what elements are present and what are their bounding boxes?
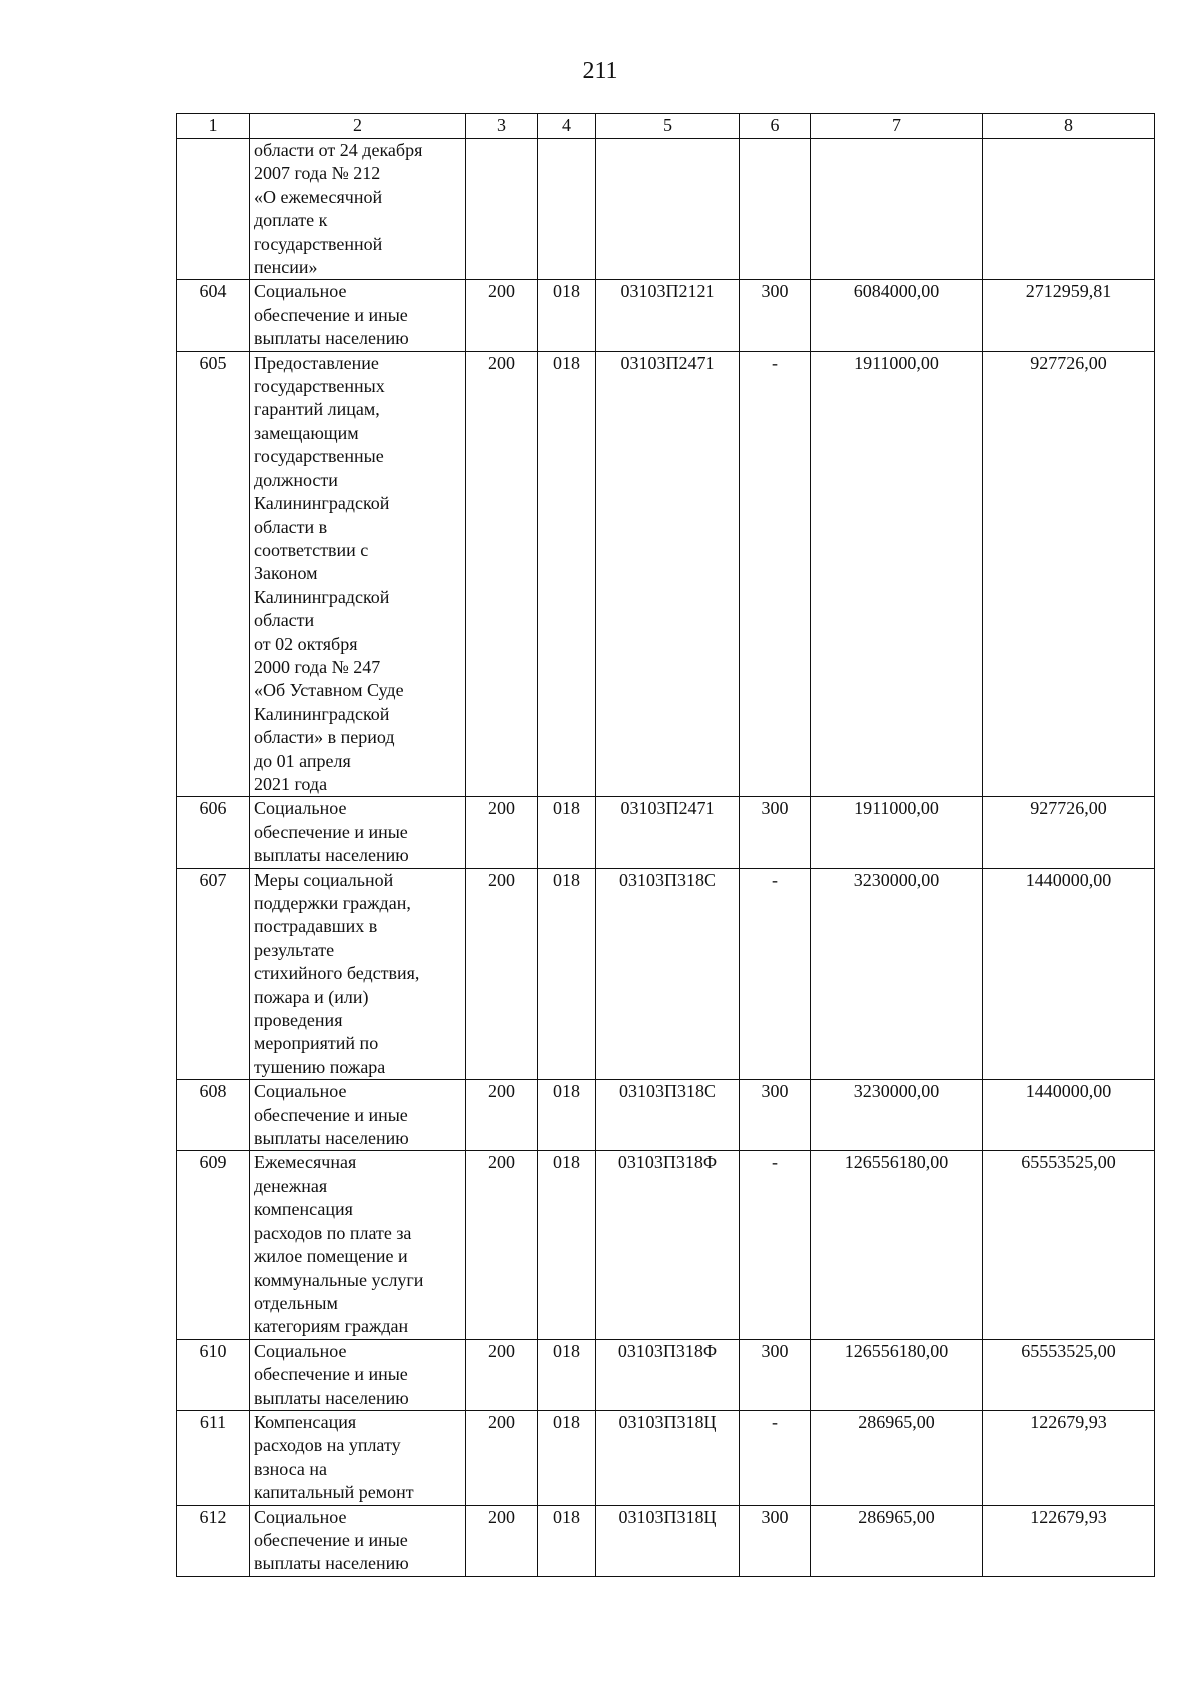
cell-num: 608 [177,1080,250,1151]
cell-col-3: 200 [466,797,538,868]
budget-table [176,113,1155,1577]
cell-col-5: 03103П318С [596,868,740,1080]
table-row [177,1505,1155,1576]
cell-col-7: 126556180,00 [811,1151,983,1339]
cell-num: 609 [177,1151,250,1339]
cell-col-4: 018 [538,280,596,351]
cell-num: 611 [177,1410,250,1505]
cell-col-5: 03103П318Ц [596,1410,740,1505]
table-body [177,139,1155,1577]
table-row [177,351,1155,797]
page-number: 211 [582,58,618,84]
cell-col-4: 018 [538,351,596,797]
header-col-7: 7 [811,114,983,139]
cell-name: Предоставление государственных гарантий лицам, замещающим государственные должности Калининградской области в соответствии с Законом Калининградской области от 02 октября 2000 года № 247 «Об Уставном Суде Калининградской области» в период до 01 апреля 2021 года [250,351,466,797]
cell-name: Социальное обеспечение и иные выплаты населению [250,797,466,868]
cell-col-3: 200 [466,280,538,351]
cell-num: 605 [177,351,250,797]
cell-col-4: 018 [538,868,596,1080]
cell-col-7 [811,139,983,280]
table-row [177,797,1155,868]
cell-col-6: 300 [740,797,811,868]
cell-col-4: 018 [538,1151,596,1339]
cell-col-8 [983,139,1155,280]
cell-col-4: 018 [538,1339,596,1410]
cell-col-5: 03103П318Ф [596,1339,740,1410]
cell-name: Компенсация расходов на уплату взноса на капитальный ремонт [250,1410,466,1505]
cell-col-5: 03103П2471 [596,797,740,868]
cell-col-6: 300 [740,280,811,351]
header-col-2: 2 [250,114,466,139]
cell-col-7: 3230000,00 [811,1080,983,1151]
cell-num: 606 [177,797,250,868]
cell-col-8: 1440000,00 [983,868,1155,1080]
header-col-6: 6 [740,114,811,139]
cell-col-6: - [740,868,811,1080]
cell-col-7: 1911000,00 [811,797,983,868]
table-row [177,868,1155,1080]
cell-name: Социальное обеспечение и иные выплаты населению [250,1505,466,1576]
cell-col-7: 6084000,00 [811,280,983,351]
cell-name: области от 24 декабря 2007 года № 212 «О ежемесячной доплате к государственной пенсии» [250,139,466,280]
cell-col-4 [538,139,596,280]
cell-col-6: 300 [740,1080,811,1151]
cell-col-6 [740,139,811,280]
header-col-1: 1 [177,114,250,139]
cell-col-6: - [740,1151,811,1339]
cell-col-7: 126556180,00 [811,1339,983,1410]
table-row [177,1410,1155,1505]
cell-name: Ежемесячная денежная компенсация расходов по плате за жилое помещение и коммунальные услуги отдельным категориям граждан [250,1151,466,1339]
cell-col-6: 300 [740,1505,811,1576]
cell-col-8: 927726,00 [983,351,1155,797]
header-col-5: 5 [596,114,740,139]
cell-num [177,139,250,280]
cell-col-8: 122679,93 [983,1505,1155,1576]
cell-col-8: 927726,00 [983,797,1155,868]
header-col-4: 4 [538,114,596,139]
header-col-3: 3 [466,114,538,139]
table-row [177,1151,1155,1339]
cell-num: 604 [177,280,250,351]
cell-col-3 [466,139,538,280]
cell-num: 612 [177,1505,250,1576]
cell-col-8: 65553525,00 [983,1339,1155,1410]
cell-col-7: 286965,00 [811,1410,983,1505]
continuation-row [177,139,1155,280]
cell-col-3: 200 [466,1410,538,1505]
cell-col-3: 200 [466,1080,538,1151]
table-row [177,1339,1155,1410]
cell-col-7: 3230000,00 [811,868,983,1080]
cell-col-8: 1440000,00 [983,1080,1155,1151]
cell-col-5: 03103П2121 [596,280,740,351]
cell-col-4: 018 [538,1410,596,1505]
cell-col-5: 03103П2471 [596,351,740,797]
header-row [177,114,1155,139]
cell-col-4: 018 [538,1505,596,1576]
cell-col-5: 03103П318Ф [596,1151,740,1339]
cell-col-5 [596,139,740,280]
cell-num: 607 [177,868,250,1080]
cell-col-6: - [740,351,811,797]
cell-col-4: 018 [538,1080,596,1151]
cell-col-3: 200 [466,1339,538,1410]
cell-col-5: 03103П318С [596,1080,740,1151]
cell-num: 610 [177,1339,250,1410]
cell-col-8: 65553525,00 [983,1151,1155,1339]
cell-col-6: 300 [740,1339,811,1410]
table-row [177,1080,1155,1151]
cell-col-3: 200 [466,1505,538,1576]
table-header [177,114,1155,139]
cell-col-3: 200 [466,868,538,1080]
cell-col-5: 03103П318Ц [596,1505,740,1576]
cell-col-7: 1911000,00 [811,351,983,797]
cell-col-8: 2712959,81 [983,280,1155,351]
cell-col-6: - [740,1410,811,1505]
cell-name: Меры социальной поддержки граждан, пострадавших в результате стихийного бедствия, пожара и (или) проведения мероприятий по тушению пожара [250,868,466,1080]
cell-col-3: 200 [466,1151,538,1339]
cell-col-7: 286965,00 [811,1505,983,1576]
table-row [177,280,1155,351]
cell-name: Социальное обеспечение и иные выплаты населению [250,280,466,351]
cell-name: Социальное обеспечение и иные выплаты населению [250,1339,466,1410]
cell-col-8: 122679,93 [983,1410,1155,1505]
cell-col-4: 018 [538,797,596,868]
cell-name: Социальное обеспечение и иные выплаты населению [250,1080,466,1151]
header-col-8: 8 [983,114,1155,139]
cell-col-3: 200 [466,351,538,797]
